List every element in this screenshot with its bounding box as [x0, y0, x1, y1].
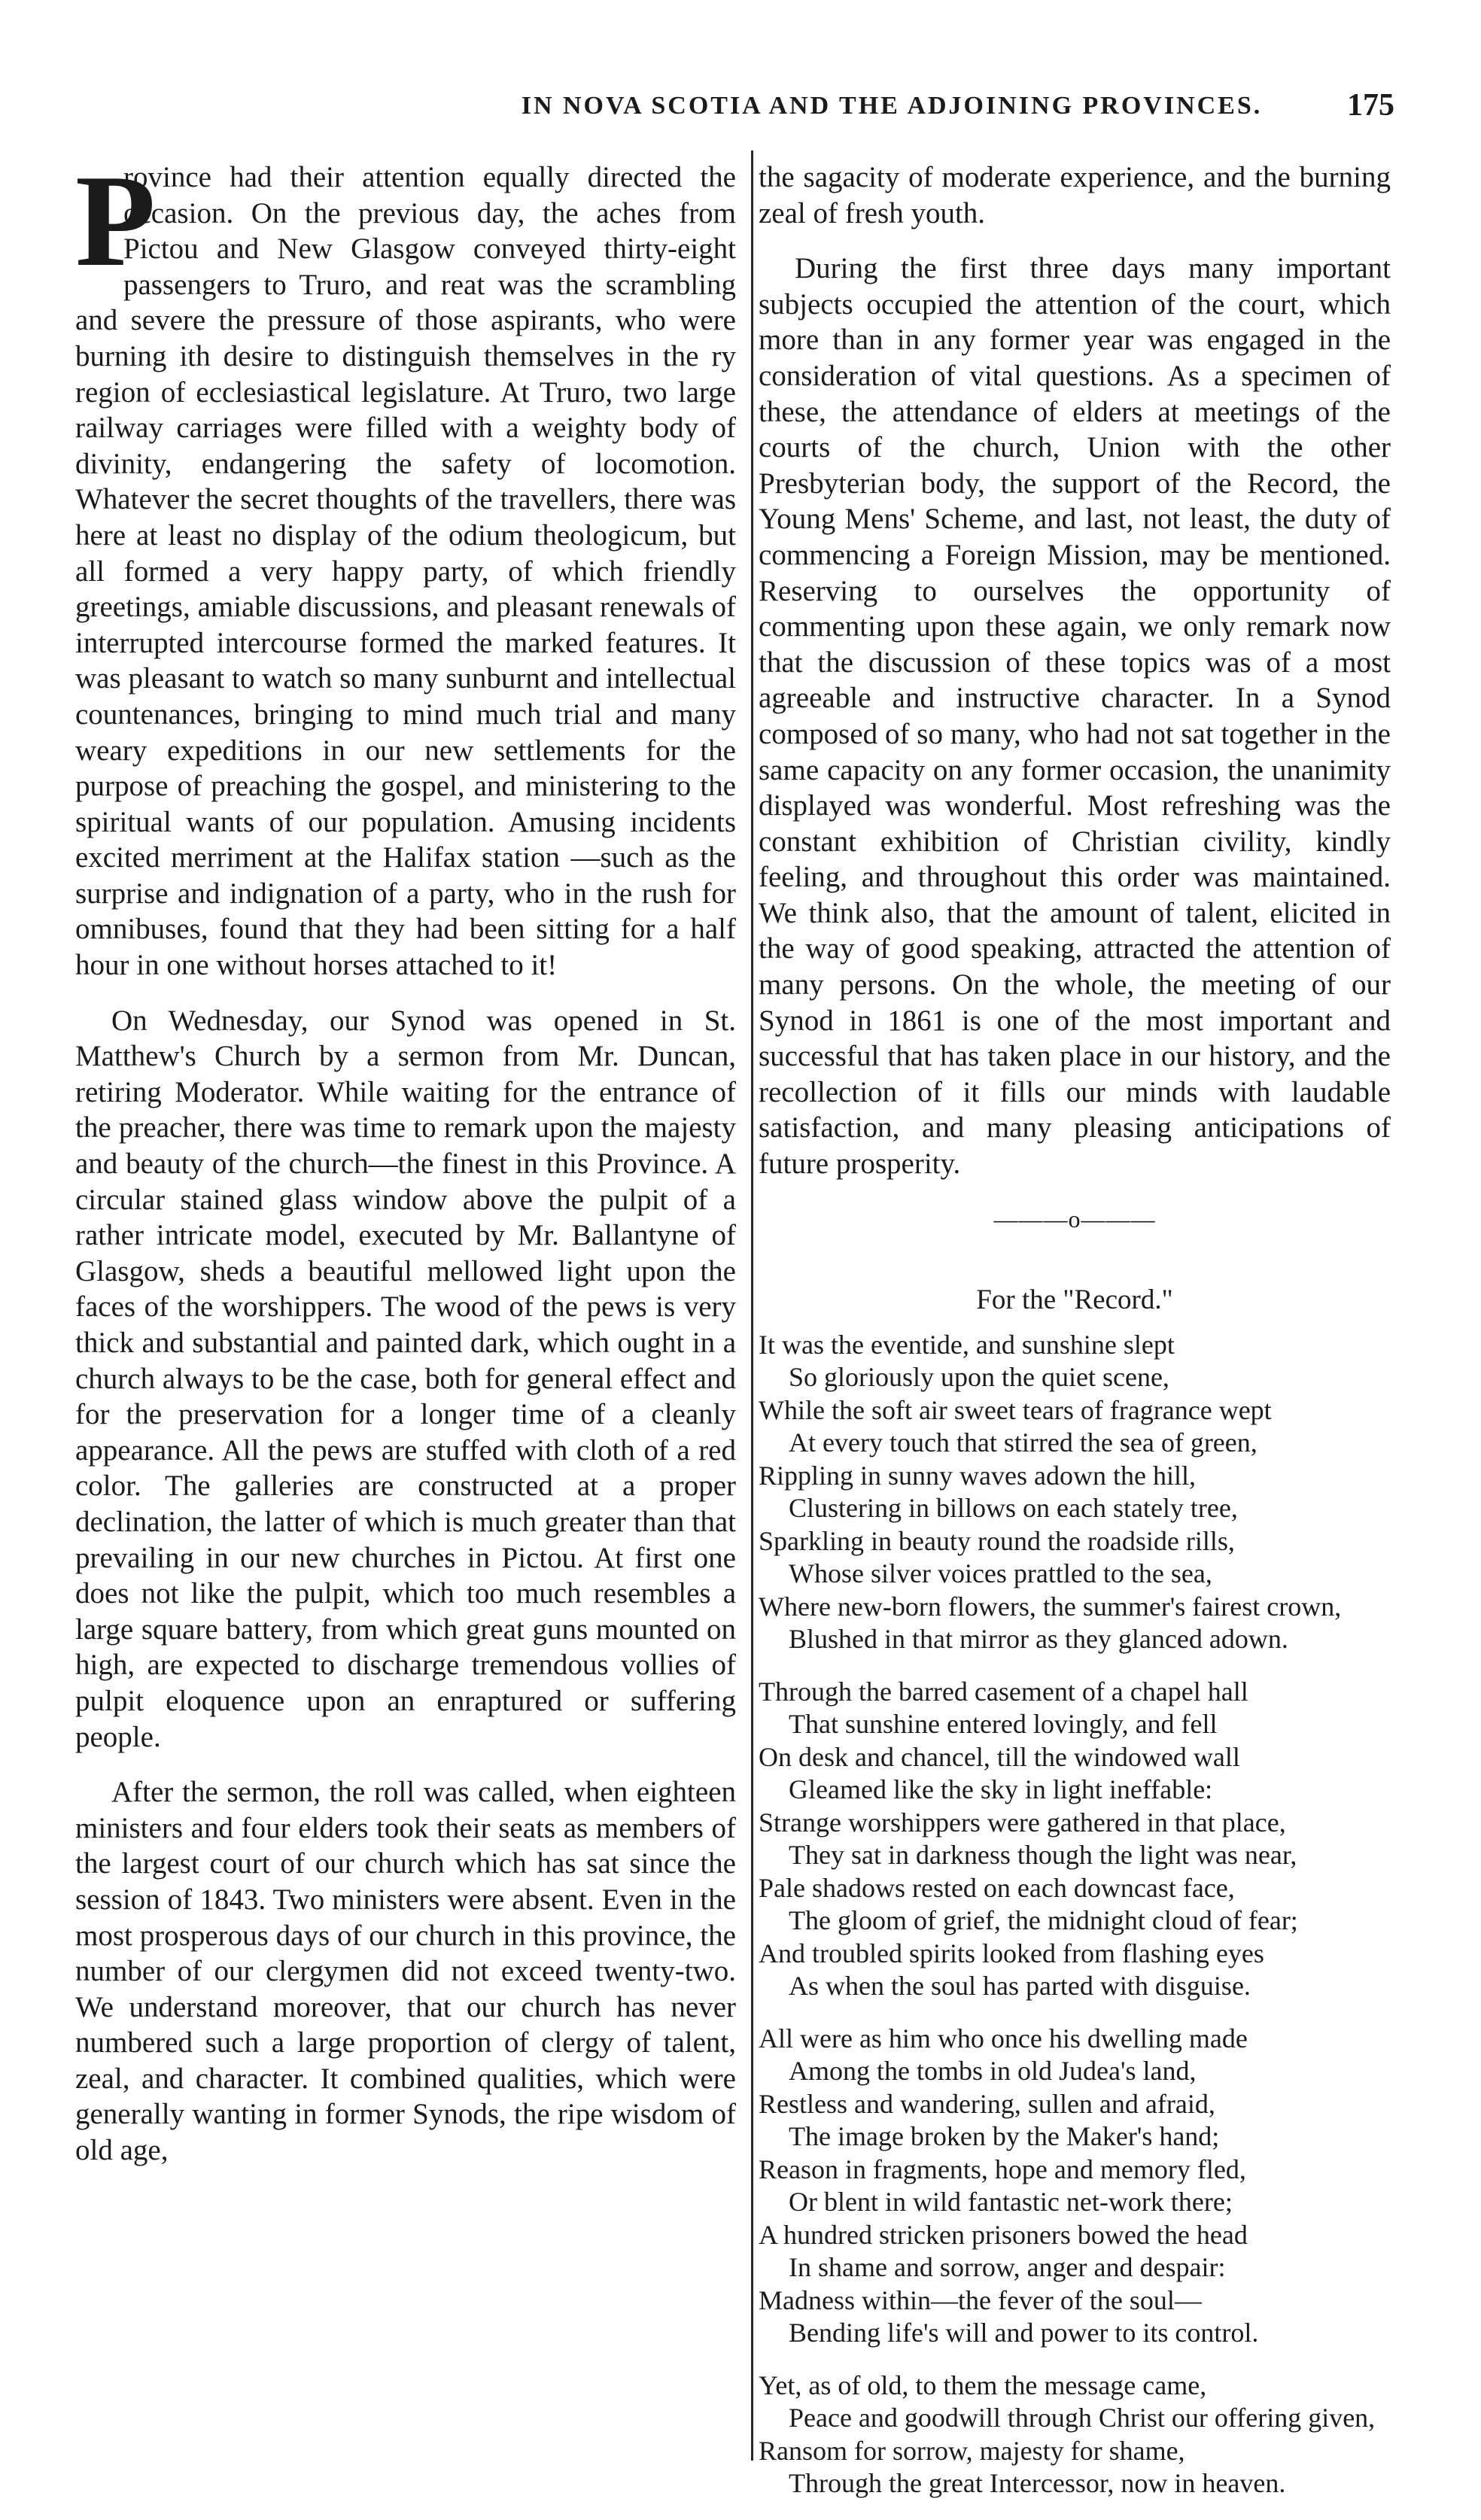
- poem-line: The gloom of grief, the midnight cloud of fear;: [789, 1905, 1298, 1936]
- poem-line: Reason in fragments, hope and memory fled,: [759, 2154, 1246, 2184]
- poem-line: They sat in darkness though the light was near,: [789, 1840, 1297, 1871]
- paragraph-2: On Wednesday, our Synod was opened in St. Matthew's Church by a sermon from Mr. Duncan, retiring Moderator. While waiting for the entrance of the preacher, there was time to remark upon the majesty and beauty of the church—the finest in this Province. A circular stained glass window above the pulpit of a rather intricate model, executed by Mr. Ballantyne of Glasgow, sheds a beautiful mellowed light upon the faces of the worshippers. The wood of the pews is very thick and substantial and painted dark, which ought in a church always to be the case, both for general effect and for the preservation for a longer time of a cleanly appearance. All the pews are stuffed with cloth of a red color. The galleries are constructed at a proper declination, the latter of which is much greater than that prevailing in our new churches in Pictou. At first one does not like the pulpit, which too much resembles a large square battery, from which great guns mounted on high, are expected to discharge tremendous vollies of pulpit eloquence upon an enraptured or suffering people.: [75, 1004, 736, 1753]
- running-header: IN NOVA SCOTIA AND THE ADJOINING PROVINCES.: [521, 92, 1263, 120]
- poem-line: A hundred stricken prisoners bowed the head: [759, 2219, 1248, 2250]
- poem-line: So gloriously upon the quiet scene,: [789, 1362, 1169, 1393]
- poem-line: And troubled spirits looked from flashing eyes: [759, 1938, 1264, 1968]
- poem-line: On desk and chancel, till the windowed wall: [759, 1741, 1240, 1772]
- poem-line: Peace and goodwill through Christ our offering given,: [789, 2403, 1376, 2433]
- poem-line: Through the barred casement of a chapel hall: [759, 1676, 1248, 1707]
- poem: [759, 1329, 1391, 2500]
- paragraph-1-text: rovince had their attention equally directed the occasion. On the previous day, the aches from Pictou and New Glasgow conveyed thirty-eight passengers to Truro, and reat was the scrambling and severe the pressure of those aspirants, who were burning ith desire to distinguish themselves in the ry region of ecclesiastical legislature. At Truro, two large railway carriages were filled with a weighty body of divinity, endangering the safety of locomotion. Whatever the secret thoughts of the travellers, there was here at least no display of the odium theologicum, but all formed a very happy party, of which friendly greetings, amiable discussions, and pleasant renewals of interrupted intercourse formed the marked features. It was pleasant to watch so many sunburnt and intellectual countenances, bringing to mind much trial and many weary expeditions in our new settlements for the purpose of preaching the gospel, and ministering to the spiritual wants of our population. Amusing incidents excited merriment at the Halifax station —such as the surprise and indignation of a party, who in the rush for omnibuses, found that they had been sitting for a half hour in one without horses attached to it!: [75, 161, 736, 982]
- poem-line: Blushed in that mirror as they glanced adown.: [789, 1624, 1288, 1655]
- poem-line: In shame and sorrow, anger and despair:: [789, 2252, 1226, 2283]
- column-divider-rule: [751, 150, 753, 2461]
- paragraph-1: [75, 147, 736, 983]
- poem-line: That sunshine entered lovingly, and fell: [789, 1709, 1218, 1740]
- poem-line: While the soft air sweet tears of fragrance wept: [759, 1394, 1272, 1425]
- poem-line: Whose silver voices prattled to the sea,: [789, 1558, 1212, 1589]
- poem-line: Strange worshippers were gathered in that place,: [759, 1807, 1286, 1838]
- left-column: [75, 147, 736, 2188]
- poem-stanza: [759, 2370, 1391, 2500]
- poem-line: Pale shadows rested on each downcast face,: [759, 1872, 1235, 1903]
- poem-line: Rippling in sunny waves adown the hill,: [759, 1460, 1196, 1491]
- poem-line: Sparkling in beauty round the roadside rills,: [759, 1525, 1235, 1556]
- poem-line: Yet, as of old, to them the message came,: [759, 2370, 1207, 2400]
- poem-line: As when the soul has parted with disguise.: [789, 1971, 1251, 2002]
- drop-cap: P: [75, 147, 156, 293]
- poem-line: At every touch that stirred the sea of green,: [789, 1427, 1257, 1458]
- poem-line: The image broken by the Maker's hand;: [789, 2121, 1220, 2152]
- poem-line: Through the great Intercessor, now in heaven.: [789, 2468, 1286, 2499]
- poem-line: Where new-born flowers, the summer's fairest crown,: [759, 1591, 1342, 1622]
- section-divider: ———o———: [993, 1205, 1156, 1233]
- page-number: 175: [1347, 88, 1394, 123]
- right-column: [759, 160, 1391, 2520]
- paragraph-3: After the sermon, the roll was called, when eighteen ministers and four elders took their seats as members of the largest court of our church which has sat since the session of 1843. Two ministers were absent. Even in the most prosperous days of our church in this province, the number of our clergymen did not exceed twenty-two. We understand moreover, that our church has never numbered such a large proportion of clergy of talent, zeal, and character. It combined qualities, which were generally wanting in former Synods, the ripe wisdom of old age,: [75, 1776, 736, 2167]
- poem-line: It was the eventide, and sunshine slept: [759, 1329, 1175, 1360]
- poem-line: Bending life's will and power to its control.: [789, 2318, 1259, 2348]
- poem-line: Or blent in wild fantastic net-work there;: [789, 2187, 1233, 2218]
- poem-stanza: [759, 1676, 1391, 2003]
- poem-line: Ransom for sorrow, majesty for shame,: [759, 2435, 1185, 2466]
- poem-line: Among the tombs in old Judea's land,: [789, 2056, 1197, 2087]
- paragraph-5: During the first three days many important subjects occupied the attention of the court, which more than in any former year was engaged in the consideration of vital questions. As a specimen of these, the attendance of elders at meetings of the courts of the church, Union with the other Presbyterian body, the support of the Record, the Young Mens' Scheme, and last, not least, the duty of commencing a Foreign Mission, may be mentioned. Reserving to ourselves the opportunity of commenting upon these again, we only remark now that the discussion of these topics was of a most agreeable and instructive character. In a Synod composed of so many, who had not sat together in the same capacity on any former occasion, the unanimity displayed was wonderful. Most refreshing was the constant exhibition of Christian civility, kindly feeling, and throughout this order was maintained. We think also, that the amount of talent, elicited in the way of good speaking, attracted the attention of many persons. On the whole, the meeting of our Synod in 1861 is one of the most important and successful that has taken place in our history, and the recollection of it fills our minds with laudable satisfaction, and many pleasing anticipations of future prosperity.: [759, 252, 1391, 1181]
- poem-line: Clustering in billows on each stately tree,: [789, 1493, 1238, 1524]
- poem-stanza: [759, 1329, 1391, 1656]
- poem-line: Gleamed like the sky in light ineffable:: [789, 1774, 1213, 1805]
- poem-line: All were as him who once his dwelling made: [759, 2023, 1248, 2053]
- poem-line: Madness within—the fever of the soul—: [759, 2284, 1202, 2315]
- paragraph-4: the sagacity of moderate experience, and the burning zeal of fresh youth.: [759, 161, 1391, 230]
- poem-line: Restless and wandering, sullen and afraid,: [759, 2088, 1215, 2119]
- poem-heading: For the "Record.": [976, 1284, 1173, 1316]
- poem-stanza: [759, 2023, 1391, 2350]
